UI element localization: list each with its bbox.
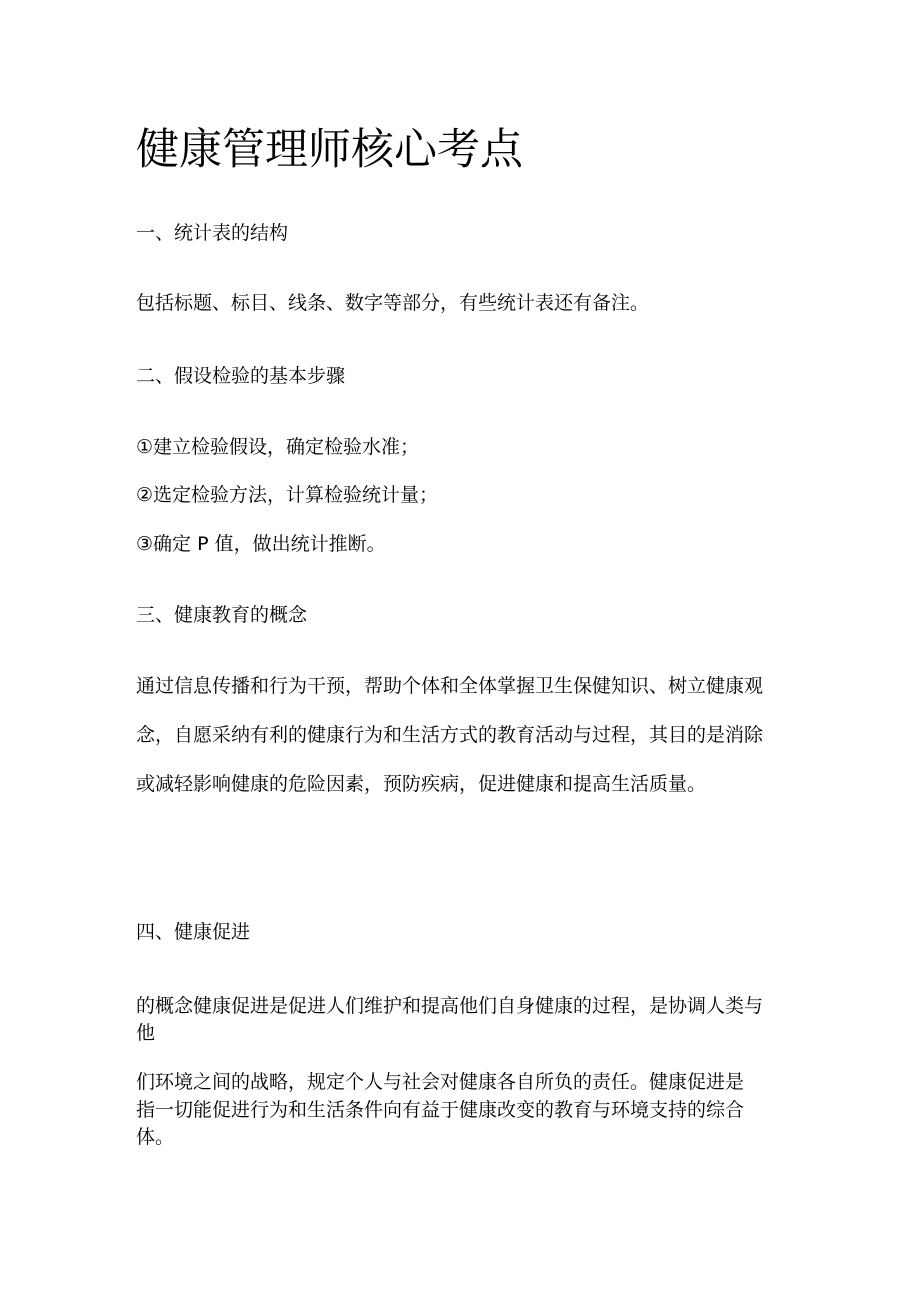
section-4-line-4: 指一切能促进行为和生活条件向有益于健康改变的教育与环境支持的综合 [136, 1099, 745, 1121]
section-1-line-1: 包括标题、标目、线条、数字等部分，有些统计表还有备注。 [136, 292, 650, 314]
section-4-line-5: 体。 [136, 1126, 175, 1148]
section-heading-3: 三、健康教育的概念 [136, 604, 308, 626]
section-3-line-3: 或减轻影响健康的危险因素，预防疾病，促进健康和提高生活质量。 [136, 773, 707, 795]
section-3-line-1: 通过信息传播和行为干预，帮助个体和全体掌握卫生保健知识、树立健康观 [136, 675, 764, 697]
section-heading-2: 二、假设检验的基本步骤 [136, 365, 346, 387]
section-2-line-1: ①建立检验假设，确定检验水准； [136, 436, 420, 458]
section-4-line-1: 的概念健康促进是促进人们维护和提高他们自身健康的过程，是协调人类与 [136, 995, 764, 1017]
section-3-line-2: 念，自愿采纳有利的健康行为和生活方式的教育活动与过程，其目的是消除 [136, 724, 764, 746]
section-4-line-3: 们环境之间的战略，规定个人与社会对健康各自所负的责任。健康促进是 [136, 1071, 745, 1093]
section-4-line-2: 他 [136, 1022, 156, 1044]
section-heading-1: 一、统计表的结构 [136, 222, 289, 244]
section-heading-4: 四、健康促进 [136, 921, 251, 943]
section-2-line-2: ②选定检验方法，计算检验统计量； [136, 484, 439, 506]
section-2-line-3: ③确定 P 值，做出统计推断。 [136, 533, 386, 555]
document-title: 健康管理师核心考点 [136, 125, 523, 175]
